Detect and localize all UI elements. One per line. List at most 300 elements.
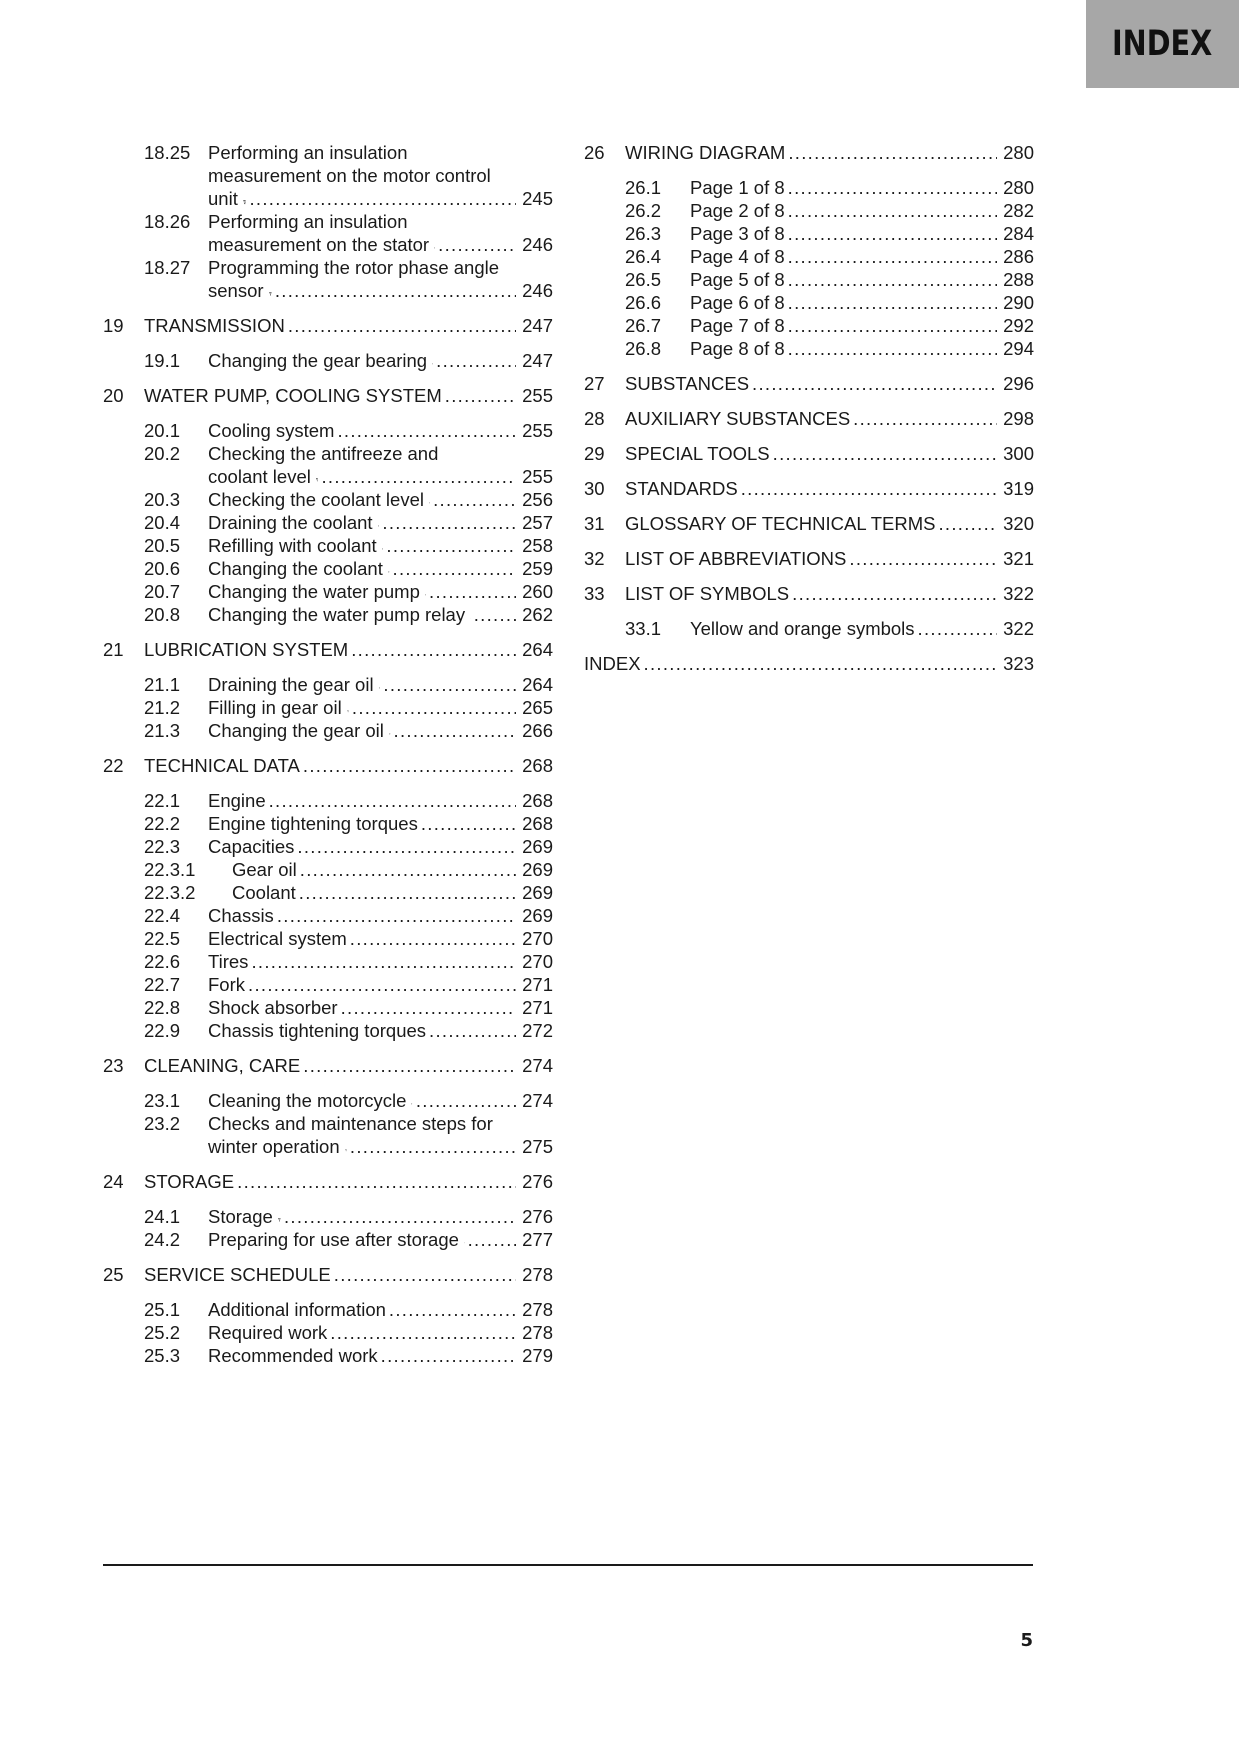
entry-title: Refilling with coolant (208, 535, 377, 556)
entry-number: 19.1 (144, 350, 181, 371)
toc-entry-22-3[interactable] (103, 835, 553, 858)
entry-number: 22.6 (144, 951, 181, 972)
hv-level-1-icon (378, 518, 380, 534)
entry-title: Storage (208, 1206, 273, 1227)
toc-entry-23-1[interactable] (103, 1089, 553, 1112)
dot-leader (918, 617, 997, 640)
toc-entry-22-3-2[interactable] (103, 881, 553, 904)
toc-entry-20-4[interactable] (103, 511, 553, 534)
chapter-number: 32 (584, 548, 605, 569)
entry-title: Filling in gear oil (208, 697, 342, 718)
toc-chapter-20[interactable] (103, 384, 553, 407)
hv-level-1-icon (389, 726, 391, 742)
hv-level-1-icon (382, 541, 384, 557)
toc-chapter-33[interactable] (584, 582, 1034, 605)
dot-leader (394, 719, 516, 742)
entry-number: 22.3.1 (144, 859, 196, 880)
entry-page: 269 (522, 905, 553, 926)
dot-leader (429, 1019, 516, 1042)
toc-entry-26-3[interactable] (584, 222, 1034, 245)
entry-page: 265 (522, 697, 553, 718)
toc-chapter-24[interactable] (103, 1170, 553, 1193)
dot-leader (849, 547, 997, 570)
entry-number: 18.27 (144, 257, 191, 278)
toc-chapter-28[interactable] (584, 407, 1034, 430)
entry-title: Shock absorber (208, 997, 338, 1018)
chapter-number: 33 (584, 583, 605, 604)
entry-title: Cooling system (208, 420, 335, 441)
dot-leader (341, 996, 516, 1019)
toc-entry-19-1[interactable] (103, 349, 553, 372)
dot-leader (788, 337, 997, 360)
entry-page: 277 (522, 1229, 553, 1250)
entry-number: 26.2 (625, 200, 662, 221)
toc-entry-33-1[interactable] (584, 617, 1034, 640)
entry-title: Coolant (232, 882, 296, 903)
entry-number: 20.4 (144, 512, 181, 533)
dot-leader (330, 1321, 516, 1344)
entry-title: Chassis (208, 905, 274, 926)
toc-entry-25-2[interactable] (103, 1321, 553, 1344)
dot-leader (389, 1298, 516, 1321)
entry-title: Page 8 of 8 (690, 338, 785, 359)
dot-leader (436, 349, 516, 372)
entry-number: 26.3 (625, 223, 662, 244)
dot-leader (788, 176, 997, 199)
entry-title-line: sensor (208, 280, 264, 301)
entry-page: 272 (522, 1020, 553, 1041)
entry-title: Cleaning the motorcycle (208, 1090, 407, 1111)
entry-title-line: unit (208, 188, 238, 209)
dot-leader (438, 233, 516, 256)
footer-divider (103, 1564, 1033, 1566)
entry-number: 22.3.2 (144, 882, 196, 903)
chapter-page: 320 (1003, 513, 1034, 534)
entry-title: Capacities (208, 836, 295, 857)
entry-number: 20.5 (144, 535, 181, 556)
entry-number: 22.4 (144, 905, 181, 926)
entry-title: Tires (208, 951, 249, 972)
toc-chapter-19[interactable] (103, 314, 553, 337)
entry-page: 271 (522, 997, 553, 1018)
chapter-page: 274 (522, 1055, 553, 1076)
hv-level-1-icon (429, 495, 430, 511)
hv-level-1-icon (470, 610, 471, 626)
entry-title: Checking the coolant level (208, 489, 424, 510)
hv-level-2-icon (434, 240, 435, 256)
entry-title-line: winter operation (208, 1136, 340, 1157)
entry-title: Page 3 of 8 (690, 223, 785, 244)
chapter-title: GLOSSARY OF TECHNICAL TERMS (625, 513, 936, 534)
dot-leader (445, 384, 516, 407)
dot-leader (248, 973, 516, 996)
entry-page: 260 (522, 581, 553, 602)
entry-page: 269 (522, 836, 553, 857)
entry-title: Recommended work (208, 1345, 378, 1366)
chapter-title: AUXILIARY SUBSTANCES (625, 408, 851, 429)
chapter-page: 321 (1003, 548, 1034, 569)
toc-entry-18-26[interactable] (103, 210, 553, 256)
toc-entry-26-5[interactable] (584, 268, 1034, 291)
entry-page: 288 (1003, 269, 1034, 290)
entry-title: Changing the gear oil (208, 720, 384, 741)
chapter-title: TRANSMISSION (144, 315, 285, 336)
dot-leader (321, 465, 516, 488)
toc-chapter-21[interactable] (103, 638, 553, 661)
dot-leader (275, 279, 516, 302)
entry-number: 22.5 (144, 928, 181, 949)
entry-title: Additional information (208, 1299, 386, 1320)
chapter-title: CLEANING, CARE (144, 1055, 301, 1076)
dot-leader (303, 1054, 516, 1077)
toc-entry-24-1[interactable] (103, 1205, 553, 1228)
entry-title: Draining the coolant (208, 512, 373, 533)
chapter-page: 319 (1003, 478, 1034, 499)
chapter-number: 21 (103, 639, 124, 660)
entry-title-line: Performing an insulation (208, 142, 408, 163)
toc-entry-20-1[interactable] (103, 419, 553, 442)
entry-page: 246 (522, 234, 553, 255)
chapter-page: 323 (1003, 653, 1034, 674)
page-number: 5 (1020, 1630, 1033, 1651)
dot-leader (284, 1205, 516, 1228)
entry-number: 22.3 (144, 836, 181, 857)
entry-page: 286 (1003, 246, 1034, 267)
entry-title: Changing the water pump relay (208, 604, 466, 625)
toc-entry-22-9[interactable] (103, 1019, 553, 1042)
entry-page: 292 (1003, 315, 1034, 336)
toc-chapter-26[interactable] (584, 141, 1034, 164)
entry-number: 20.6 (144, 558, 181, 579)
entry-number: 26.8 (625, 338, 662, 359)
entry-number: 21.2 (144, 697, 181, 718)
entry-page: 275 (522, 1136, 553, 1157)
hv-level-1-icon (464, 1235, 465, 1251)
entry-number: 24.1 (144, 1206, 181, 1227)
entry-number: 20.3 (144, 489, 181, 510)
entry-number: 22.1 (144, 790, 181, 811)
hv-level-1-icon (411, 1096, 412, 1112)
entry-page: 294 (1003, 338, 1034, 359)
entry-title: Page 2 of 8 (690, 200, 785, 221)
toc-entry-21-2[interactable] (103, 696, 553, 719)
entry-number: 22.7 (144, 974, 181, 995)
toc-entry-26-6[interactable] (584, 291, 1034, 314)
dot-leader (416, 1089, 516, 1112)
toc-chapter-31[interactable] (584, 512, 1034, 535)
chapter-number: 24 (103, 1171, 124, 1192)
hv-level-1-icon (425, 587, 426, 603)
dot-leader (788, 314, 997, 337)
entry-page: 276 (522, 1206, 553, 1227)
dot-leader (792, 582, 997, 605)
entry-number: 22.9 (144, 1020, 181, 1041)
chapter-page: 247 (522, 315, 553, 336)
entry-number: 20.2 (144, 443, 181, 464)
toc-entry-18-25[interactable] (103, 141, 553, 210)
toc-entry-20-5[interactable] (103, 534, 553, 557)
chapter-number: 22 (103, 755, 124, 776)
entry-page: 282 (1003, 200, 1034, 221)
chapter-number: 23 (103, 1055, 124, 1076)
toc-chapter-22[interactable] (103, 754, 553, 777)
dot-leader (288, 314, 516, 337)
chapter-number: 29 (584, 443, 605, 464)
entry-title: Changing the gear bearing (208, 350, 428, 371)
entry-title-line: Checks and maintenance steps for (208, 1113, 493, 1134)
entry-number: 21.1 (144, 674, 181, 695)
entry-number: 22.2 (144, 813, 181, 834)
entry-number: 20.1 (144, 420, 181, 441)
entry-page: 256 (522, 489, 553, 510)
entry-number: 25.1 (144, 1299, 181, 1320)
index-tab[interactable] (1086, 0, 1239, 88)
entry-title-line: Programming the rotor phase angle (208, 257, 500, 278)
toc-entry-22-3-1[interactable] (103, 858, 553, 881)
entry-title: Yellow and orange symbols (690, 618, 915, 639)
dot-leader (752, 372, 997, 395)
entry-page: 255 (522, 420, 553, 441)
toc-right-column (584, 141, 1034, 675)
toc-entry-26-2[interactable] (584, 199, 1034, 222)
entry-page: 278 (522, 1322, 553, 1343)
entry-page: 279 (522, 1345, 553, 1366)
chapter-title: SPECIAL TOOLS (625, 443, 770, 464)
entry-title: Page 1 of 8 (690, 177, 785, 198)
toc-entry-21-3[interactable] (103, 719, 553, 742)
entry-title: Required work (208, 1322, 328, 1343)
entry-number: 26.5 (625, 269, 662, 290)
entry-number: 26.1 (625, 177, 662, 198)
dot-leader (938, 512, 997, 535)
entry-title: Gear oil (232, 859, 297, 880)
dot-leader (468, 1228, 516, 1251)
toc-entry-23-2[interactable] (103, 1112, 553, 1158)
chapter-page: 268 (522, 755, 553, 776)
entry-number: 24.2 (144, 1229, 181, 1250)
entry-page: 268 (522, 813, 553, 834)
toc-entry-22-7[interactable] (103, 973, 553, 996)
hv-level-1-icon (388, 564, 390, 580)
entry-page: 290 (1003, 292, 1034, 313)
toc-index-entry[interactable] (584, 652, 1034, 675)
entry-title: Page 5 of 8 (690, 269, 785, 290)
toc-entry-20-2[interactable] (103, 442, 553, 488)
entry-title-line: Checking the antifreeze and (208, 443, 439, 464)
entry-page: 270 (522, 928, 553, 949)
dot-leader (299, 881, 516, 904)
dot-leader (429, 580, 516, 603)
entry-title: Engine (208, 790, 266, 811)
toc-entry-22-1[interactable] (103, 789, 553, 812)
entry-page: 278 (522, 1299, 553, 1320)
chapter-number: 20 (103, 385, 124, 406)
toc-left-column (103, 141, 553, 1367)
chapter-title: LUBRICATION SYSTEM (144, 639, 349, 660)
dot-leader (788, 245, 997, 268)
hv-level-1-icon (316, 472, 319, 488)
dot-leader (788, 222, 997, 245)
hv-level-1-icon (345, 1142, 347, 1158)
toc-entry-18-27[interactable] (103, 256, 553, 302)
toc-chapter-32[interactable] (584, 547, 1034, 570)
chapter-page: 322 (1003, 583, 1034, 604)
entry-page: 246 (522, 280, 553, 301)
chapter-title: STORAGE (144, 1171, 235, 1192)
hv-level-1-icon (432, 356, 433, 372)
toc-entry-26-4[interactable] (584, 245, 1034, 268)
toc-entry-25-3[interactable] (103, 1344, 553, 1367)
hv-level-1-icon (269, 286, 272, 302)
toc-entry-20-6[interactable] (103, 557, 553, 580)
toc-chapter-25[interactable] (103, 1263, 553, 1286)
entry-page: 268 (522, 790, 553, 811)
chapter-title: LIST OF ABBREVIATIONS (625, 548, 847, 569)
chapter-page: 280 (1003, 142, 1034, 163)
entry-number: 22.8 (144, 997, 181, 1018)
chapter-number: 25 (103, 1264, 124, 1285)
toc-entry-26-1[interactable] (584, 176, 1034, 199)
dot-leader (644, 652, 997, 675)
dot-leader (788, 268, 997, 291)
toc-entry-25-1[interactable] (103, 1298, 553, 1321)
toc-entry-20-7[interactable] (103, 580, 553, 603)
entry-number: 21.3 (144, 720, 181, 741)
dot-leader (351, 638, 516, 661)
dot-leader (334, 1263, 516, 1286)
toc-entry-22-4[interactable] (103, 904, 553, 927)
entry-page: 262 (522, 604, 553, 625)
dot-leader (350, 1135, 516, 1158)
dot-leader (433, 488, 516, 511)
entry-title: Fork (208, 974, 245, 995)
entry-title: Page 7 of 8 (690, 315, 785, 336)
dot-leader (381, 1344, 516, 1367)
chapter-title: STANDARDS (625, 478, 738, 499)
chapter-title: WIRING DIAGRAM (625, 142, 786, 163)
dot-leader (741, 477, 997, 500)
entry-title-line: measurement on the stator (208, 234, 430, 255)
entry-title: Electrical system (208, 928, 347, 949)
chapter-number: 19 (103, 315, 124, 336)
dot-leader (421, 812, 516, 835)
toc-entry-24-2[interactable] (103, 1228, 553, 1251)
entry-page: 274 (522, 1090, 553, 1111)
toc-entry-26-7[interactable] (584, 314, 1034, 337)
chapter-page: 298 (1003, 408, 1034, 429)
entry-title: Changing the water pump (208, 581, 420, 602)
toc-entry-22-5[interactable] (103, 927, 553, 950)
dot-leader (853, 407, 997, 430)
dot-leader (352, 696, 516, 719)
entry-page: 284 (1003, 223, 1034, 244)
entry-title-line: Performing an insulation (208, 211, 408, 232)
entry-page: 255 (522, 466, 553, 487)
entry-page: 264 (522, 674, 553, 695)
chapter-number: 31 (584, 513, 605, 534)
entry-title-line: coolant level (208, 466, 311, 487)
toc-chapter-30[interactable] (584, 477, 1034, 500)
entry-title: Page 4 of 8 (690, 246, 785, 267)
chapter-page: 296 (1003, 373, 1034, 394)
entry-number: 18.25 (144, 142, 191, 163)
entry-title: Chassis tightening torques (208, 1020, 427, 1041)
chapter-number: 27 (584, 373, 605, 394)
index-tab-label: INDEX (1112, 24, 1213, 64)
toc-chapter-27[interactable] (584, 372, 1034, 395)
dot-leader (300, 858, 516, 881)
chapter-number: 30 (584, 478, 605, 499)
toc-chapter-23[interactable] (103, 1054, 553, 1077)
chapter-title: INDEX (584, 653, 641, 674)
entry-title: Engine tightening torques (208, 813, 418, 834)
entry-page: 258 (522, 535, 553, 556)
hv-level-1-icon (278, 1212, 281, 1228)
toc-entry-20-3[interactable] (103, 488, 553, 511)
chapter-title: SUBSTANCES (625, 373, 750, 394)
entry-number: 25.3 (144, 1345, 181, 1366)
dot-leader (383, 673, 516, 696)
entry-page: 257 (522, 512, 553, 533)
toc-entry-22-2[interactable] (103, 812, 553, 835)
entry-title: Page 6 of 8 (690, 292, 785, 313)
dot-leader (249, 187, 516, 210)
entry-page: 247 (522, 350, 553, 371)
toc-entry-22-6[interactable] (103, 950, 553, 973)
toc-entry-26-8[interactable] (584, 337, 1034, 360)
chapter-page: 278 (522, 1264, 553, 1285)
toc-entry-20-8[interactable] (103, 603, 553, 626)
chapter-title: LIST OF SYMBOLS (625, 583, 790, 604)
entry-page: 270 (522, 951, 553, 972)
entry-number: 23.1 (144, 1090, 181, 1111)
chapter-number: 28 (584, 408, 605, 429)
toc-entry-22-8[interactable] (103, 996, 553, 1019)
entry-number: 18.26 (144, 211, 191, 232)
chapter-page: 264 (522, 639, 553, 660)
dot-leader (337, 419, 516, 442)
entry-number: 33.1 (625, 618, 662, 639)
dot-leader (788, 291, 997, 314)
dot-leader (350, 927, 516, 950)
entry-number: 23.2 (144, 1113, 181, 1134)
hv-level-1-icon (347, 703, 349, 719)
entry-title-line: measurement on the motor control (208, 165, 491, 186)
dot-leader (237, 1170, 516, 1193)
dot-leader (297, 835, 516, 858)
dot-leader (773, 442, 997, 465)
dot-leader (251, 950, 516, 973)
entry-title: Preparing for use after storage (208, 1229, 459, 1250)
toc-entry-21-1[interactable] (103, 673, 553, 696)
dot-leader (474, 603, 516, 626)
entry-number: 26.7 (625, 315, 662, 336)
chapter-title: SERVICE SCHEDULE (144, 1264, 331, 1285)
dot-leader (386, 534, 516, 557)
chapter-title: TECHNICAL DATA (144, 755, 300, 776)
toc-chapter-29[interactable] (584, 442, 1034, 465)
entry-page: 266 (522, 720, 553, 741)
entry-page: 322 (1003, 618, 1034, 639)
chapter-page: 300 (1003, 443, 1034, 464)
entry-page: 269 (522, 859, 553, 880)
entry-page: 245 (522, 188, 553, 209)
dot-leader (788, 199, 997, 222)
chapter-page: 276 (522, 1171, 553, 1192)
entry-title: Draining the gear oil (208, 674, 374, 695)
chapter-page: 255 (522, 385, 553, 406)
hv-level-1-icon (379, 680, 381, 696)
